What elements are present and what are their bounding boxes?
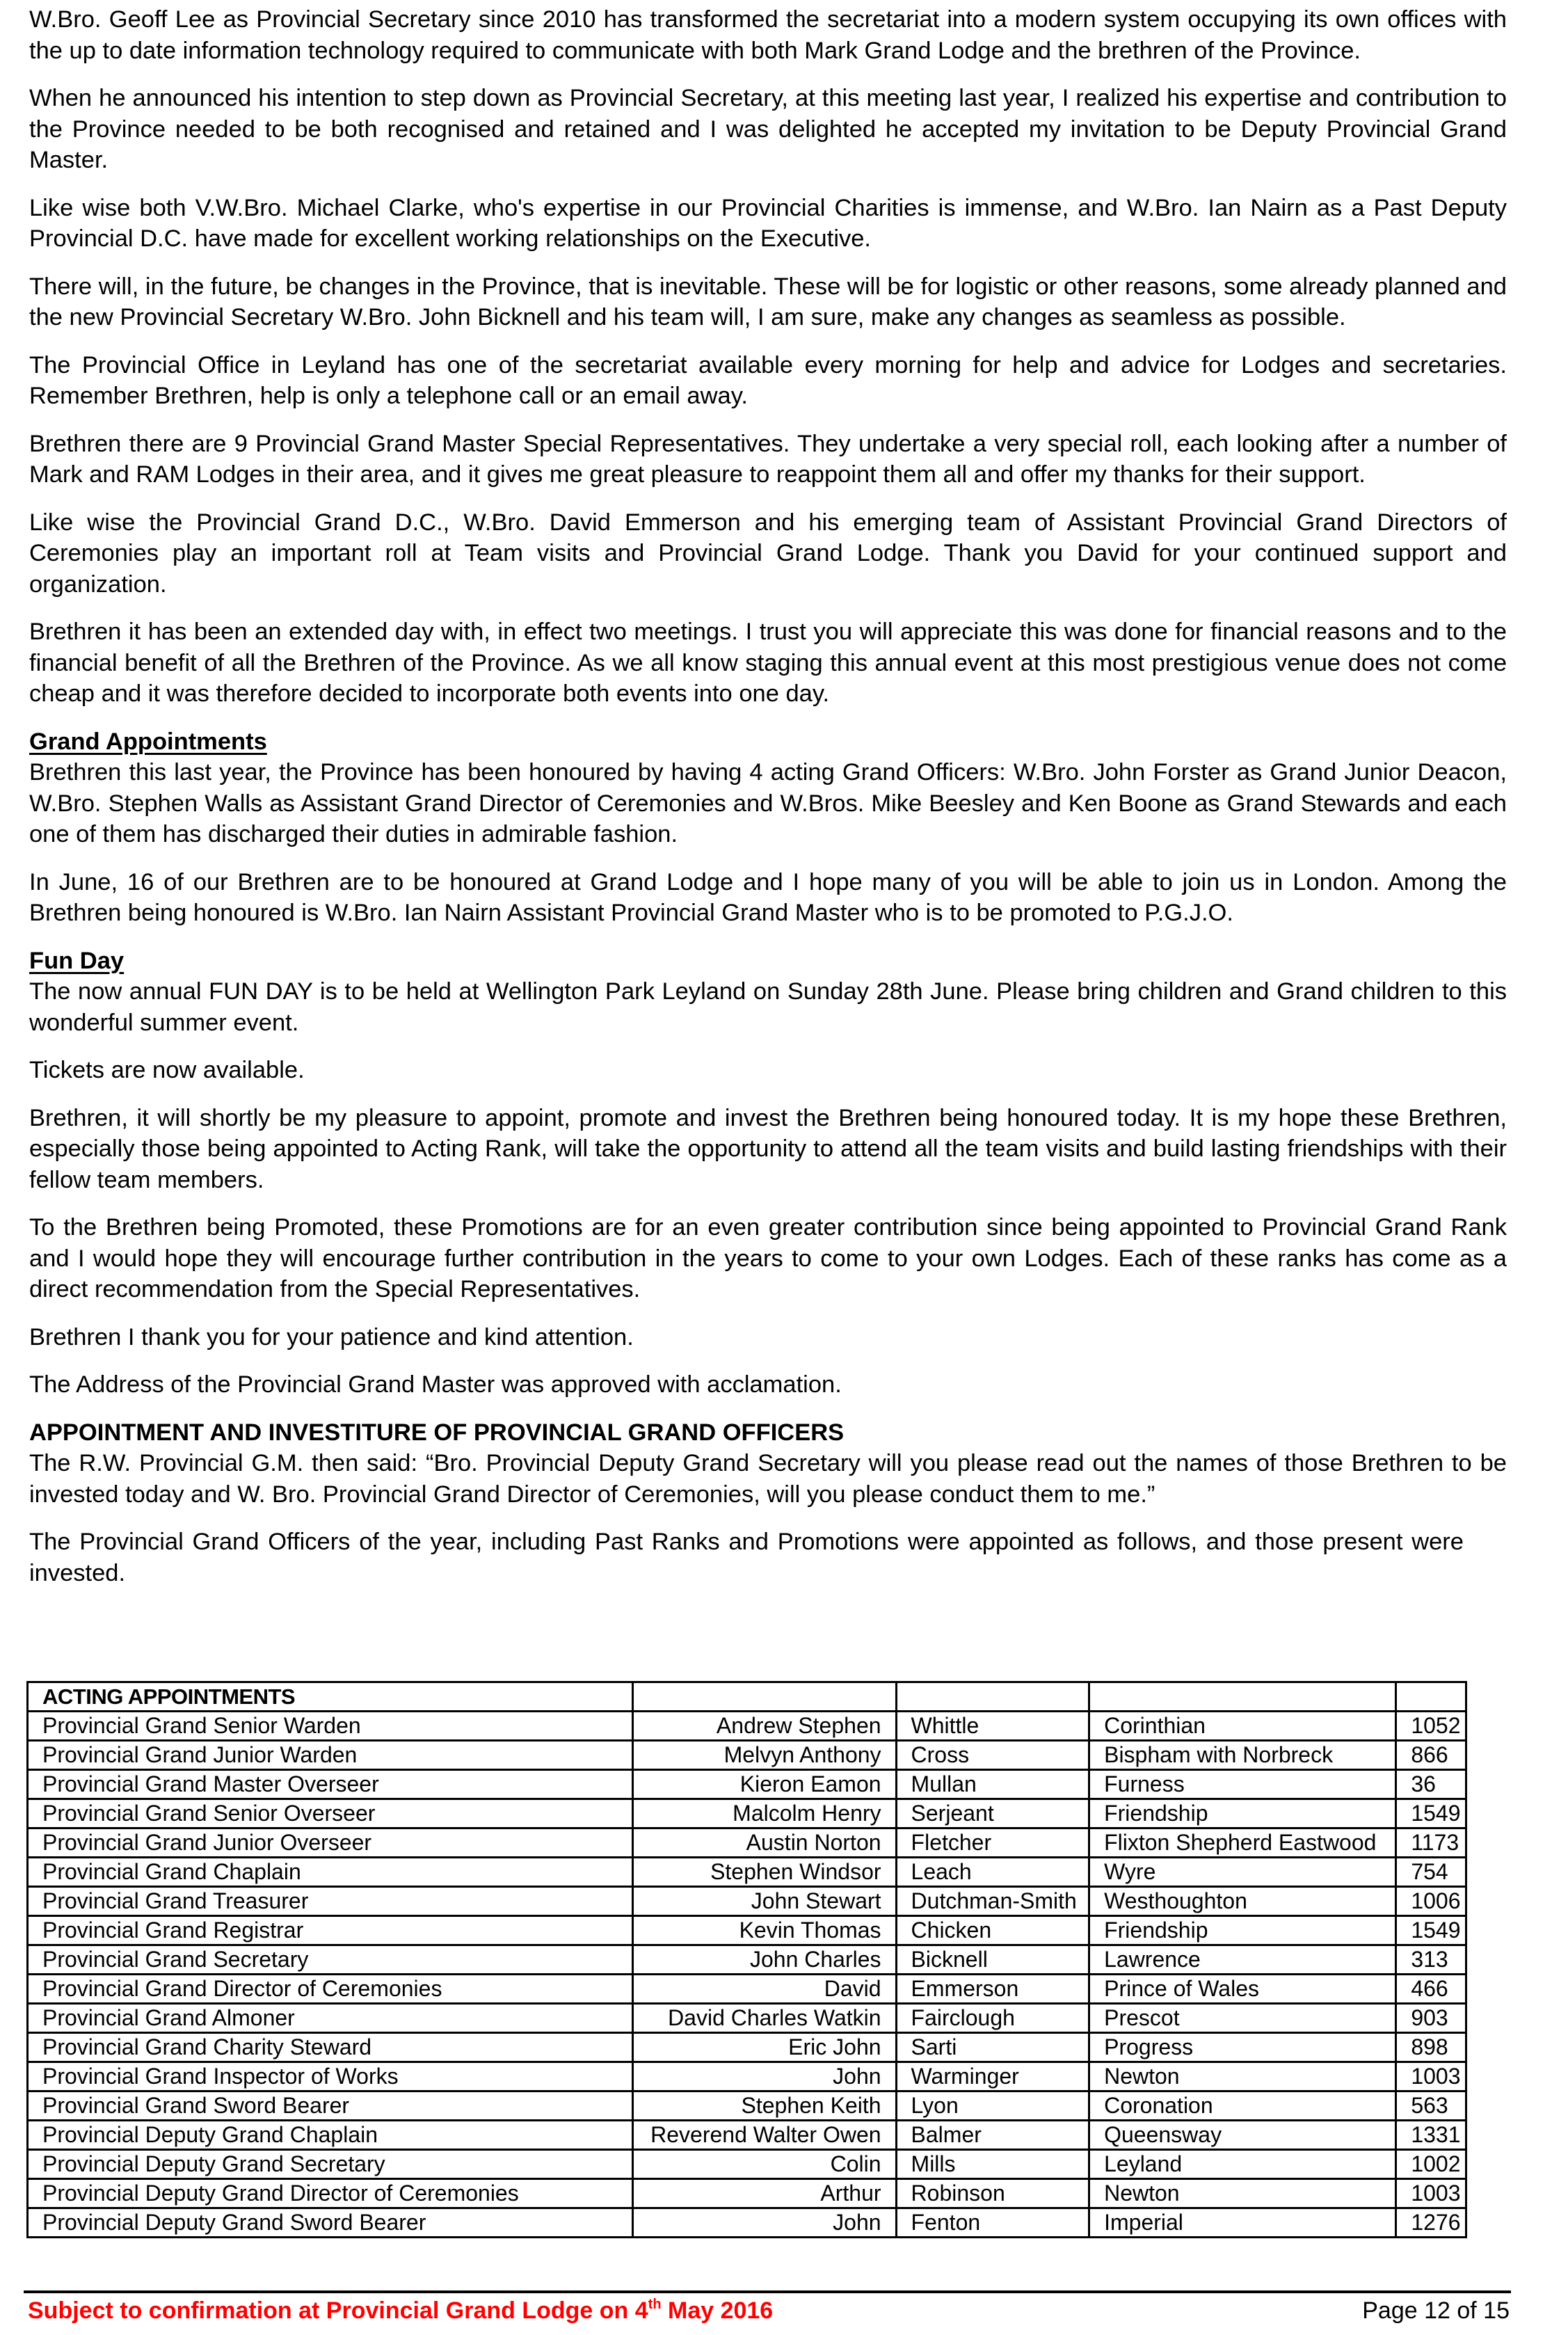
forenames-cell: Stephen Keith — [633, 2091, 896, 2121]
lodge-number-cell: 1002 — [1396, 2150, 1466, 2179]
forenames-cell: John — [633, 2062, 896, 2091]
paragraph: Tickets are now available. — [29, 1057, 305, 1083]
forenames-cell: Kevin Thomas — [633, 1916, 896, 1945]
table-header-cell — [1089, 1682, 1396, 1712]
table-row — [28, 2208, 1466, 2238]
paragraph: The Address of the Provincial Grand Master was approved with acclamation. — [29, 1371, 842, 1398]
table-row — [28, 2033, 1466, 2062]
lodge-cell: Furness — [1089, 1770, 1396, 1799]
footer-divider — [24, 2290, 1511, 2293]
paragraph: To the Brethren being Promoted, these Promotions are for an even greater contribution since being appointed to Provincial Grand Rank and I would hope they will encourage further contribution in the years to come to your own Lodges. Each of these ranks has come as a direct recommendation from the Special Representatives. — [29, 1214, 1507, 1302]
forenames-cell: Arthur — [633, 2179, 896, 2208]
office-cell: Provincial Grand Almoner — [28, 2004, 633, 2033]
surname-cell: Dutchman-Smith — [896, 1887, 1089, 1916]
surname-cell: Serjeant — [896, 1799, 1089, 1828]
lodge-cell: Prince of Wales — [1089, 1975, 1396, 2004]
lodge-cell: Imperial — [1089, 2208, 1396, 2238]
paragraph: There will, in the future, be changes in the Province, that is inevitable. These will be for logistic or other reasons, some already planned and the new Provincial Secretary W.Bro. John Bicknell and his team will, I am sure, make any changes as seamless as possible. — [29, 273, 1507, 330]
office-cell: Provincial Grand Junior Warden — [28, 1741, 633, 1770]
page-number: Page 12 of 15 — [1362, 2297, 1510, 2324]
paragraph: Like wise both V.W.Bro. Michael Clarke, who's expertise in our Provincial Charities is immense, and W.Bro. Ian Nairn as a Past Deputy Provincial D.C. have made for excellent working relationships on the Executive. — [29, 194, 1507, 252]
lodge-number-cell: 866 — [1396, 1741, 1466, 1770]
office-cell: Provincial Grand Treasurer — [28, 1887, 633, 1916]
table-row — [28, 1887, 1466, 1916]
paragraph: The Provincial Office in Leyland has one of the secretariat available every morning for help and advice for Lodges and secretaries. Remember Brethren, help is only a telephone call or an email away. — [29, 351, 1507, 409]
lodge-cell: Progress — [1089, 2033, 1396, 2062]
lodge-cell: Queensway — [1089, 2121, 1396, 2150]
surname-cell: Mills — [896, 2150, 1089, 2179]
office-cell: Provincial Deputy Grand Director of Ceremonies — [28, 2179, 633, 2208]
lodge-number-cell: 1331 — [1396, 2121, 1466, 2150]
surname-cell: Leach — [896, 1858, 1089, 1887]
table-row — [28, 1741, 1466, 1770]
forenames-cell: Reverend Walter Owen — [633, 2121, 896, 2150]
table-row — [28, 1916, 1466, 1945]
lodge-number-cell: 903 — [1396, 2004, 1466, 2033]
surname-cell: Mullan — [896, 1770, 1089, 1799]
footer-note-superscript: th — [648, 2297, 662, 2312]
surname-cell: Cross — [896, 1741, 1089, 1770]
paragraph: In June, 16 of our Brethren are to be honoured at Grand Lodge and I hope many of you will be able to join us in London. Among the Brethren being honoured is W.Bro. Ian Nairn Assistant Provincial Grand Master who is to be promoted to P.G.J.O. — [29, 868, 1507, 926]
table-row — [28, 1712, 1466, 1741]
office-cell: Provincial Deputy Grand Secretary — [28, 2150, 633, 2179]
table-header-cell — [633, 1682, 896, 1712]
table-header-row — [28, 1682, 1466, 1712]
lodge-cell: Wyre — [1089, 1858, 1396, 1887]
table-row — [28, 2004, 1466, 2033]
lodge-number-cell: 313 — [1396, 1945, 1466, 1975]
office-cell: Provincial Grand Master Overseer — [28, 1770, 633, 1799]
lodge-number-cell: 1003 — [1396, 2062, 1466, 2091]
surname-cell: Robinson — [896, 2179, 1089, 2208]
appointments-table — [26, 1681, 1467, 2238]
office-cell: Provincial Deputy Grand Sword Bearer — [28, 2208, 633, 2238]
office-cell: Provincial Grand Junior Overseer — [28, 1828, 633, 1858]
paragraph: Like wise the Provincial Grand D.C., W.Bro. David Emmerson and his emerging team of Assistant Provincial Grand Directors of Ceremonies play an important roll at Team visits and Provincial Grand Lodge. Thank you David for your continued support and organization. — [29, 509, 1507, 598]
surname-cell: Balmer — [896, 2121, 1089, 2150]
forenames-cell: Eric John — [633, 2033, 896, 2062]
section-heading-fun-day: Fun Day — [29, 947, 125, 974]
forenames-cell: Stephen Windsor — [633, 1858, 896, 1887]
paragraph: The R.W. Provincial G.M. then said: “Bro. Provincial Deputy Grand Secretary will you please read out the names of those Brethren to be invested today and W. Bro. Provincial Grand Director of Ceremonies, will you please conduct them to me.” — [29, 1450, 1507, 1508]
table-row — [28, 2091, 1466, 2121]
lodge-cell: Westhoughton — [1089, 1887, 1396, 1916]
paragraph: Brethren it has been an extended day with, in effect two meetings. I trust you will appreciate this was done for financial reasons and to the financial benefit of all the Brethren of the Province. As we all know staging this annual event at this most prestigious venue does not come cheap and it was therefore decided to incorporate both events into one day. — [29, 619, 1507, 707]
lodge-cell: Newton — [1089, 2179, 1396, 2208]
forenames-cell: John — [633, 2208, 896, 2238]
table-row — [28, 2179, 1466, 2208]
office-cell: Provincial Grand Registrar — [28, 1916, 633, 1945]
lodge-number-cell: 1052 — [1396, 1712, 1466, 1741]
office-cell: Provincial Grand Sword Bearer — [28, 2091, 633, 2121]
office-cell: Provincial Grand Senior Overseer — [28, 1799, 633, 1828]
paragraph: The Provincial Grand Officers of the year, including Past Ranks and Promotions were appointed as follows, and those present were invested. — [29, 1529, 1464, 1586]
lodge-number-cell: 754 — [1396, 1858, 1466, 1887]
surname-cell: Whittle — [896, 1712, 1089, 1741]
office-cell: Provincial Deputy Grand Chaplain — [28, 2121, 633, 2150]
table-header-cell — [896, 1682, 1089, 1712]
lodge-number-cell: 563 — [1396, 2091, 1466, 2121]
forenames-cell: David Charles Watkin — [633, 2004, 896, 2033]
forenames-cell: Andrew Stephen — [633, 1712, 896, 1741]
surname-cell: Chicken — [896, 1916, 1089, 1945]
footer-note-text: Subject to confirmation at Provincial Grand Lodge on 4 — [28, 2297, 648, 2324]
paragraph: W.Bro. Geoff Lee as Provincial Secretary since 2010 has transformed the secretariat into a modern system occupying its own offices with the up to date information technology required to communicate with both Mark Grand Lodge and the brethren of the Province. — [29, 6, 1507, 64]
lodge-number-cell: 1006 — [1396, 1887, 1466, 1916]
forenames-cell: Melvyn Anthony — [633, 1741, 896, 1770]
paragraph: When he announced his intention to step down as Provincial Secretary, at this meeting last year, I realized his expertise and contribution to the Province needed to be both recognised and retained and I was delighted he accepted my invitation to be Deputy Provincial Grand Master. — [29, 85, 1507, 173]
surname-cell: Fenton — [896, 2208, 1089, 2238]
table-row — [28, 2150, 1466, 2179]
lodge-cell: Friendship — [1089, 1916, 1396, 1945]
paragraph: Brethren, it will shortly be my pleasure to appoint, promote and invest the Brethren being honoured today. It is my hope these Brethren, especially those being appointed to Acting Rank, will take the opportunity to attend all the team visits and build lasting friendships with their fellow team members. — [29, 1104, 1507, 1193]
forenames-cell: John Charles — [633, 1945, 896, 1975]
document-body — [29, 4, 1507, 1605]
table-row — [28, 1975, 1466, 2004]
lodge-cell: Bispham with Norbreck — [1089, 1741, 1396, 1770]
table-row — [28, 2121, 1466, 2150]
lodge-number-cell: 1003 — [1396, 2179, 1466, 2208]
section-heading-investiture: APPOINTMENT AND INVESTITURE OF PROVINCIAL GRAND OFFICERS — [29, 1419, 845, 1446]
lodge-cell: Friendship — [1089, 1799, 1396, 1828]
table-row — [28, 2062, 1466, 2091]
table-row — [28, 1770, 1466, 1799]
footer-note-date: May 2016 — [661, 2297, 774, 2324]
lodge-cell: Newton — [1089, 2062, 1396, 2091]
table-row — [28, 1858, 1466, 1887]
forenames-cell: Malcolm Henry — [633, 1799, 896, 1828]
surname-cell: Sarti — [896, 2033, 1089, 2062]
lodge-number-cell: 1549 — [1396, 1799, 1466, 1828]
office-cell: Provincial Grand Chaplain — [28, 1858, 633, 1887]
table-row — [28, 1945, 1466, 1975]
office-cell: Provincial Grand Director of Ceremonies — [28, 1975, 633, 2004]
lodge-number-cell: 1549 — [1396, 1916, 1466, 1945]
office-cell: Provincial Grand Secretary — [28, 1945, 633, 1975]
lodge-cell: Leyland — [1089, 2150, 1396, 2179]
lodge-number-cell: 36 — [1396, 1770, 1466, 1799]
office-cell: Provincial Grand Inspector of Works — [28, 2062, 633, 2091]
table-header-cell — [1396, 1682, 1466, 1712]
footer-confirmation-note — [28, 2297, 773, 2325]
paragraph: Brethren I thank you for your patience and kind attention. — [29, 1323, 634, 1350]
table-row — [28, 1828, 1466, 1858]
lodge-cell: Flixton Shepherd Eastwood — [1089, 1828, 1396, 1858]
lodge-cell: Corinthian — [1089, 1712, 1396, 1741]
lodge-cell: Coronation — [1089, 2091, 1396, 2121]
surname-cell: Emmerson — [896, 1975, 1089, 2004]
section-heading-grand-appointments: Grand Appointments — [29, 728, 267, 755]
forenames-cell: John Stewart — [633, 1887, 896, 1916]
lodge-number-cell: 1173 — [1396, 1828, 1466, 1858]
surname-cell: Bicknell — [896, 1945, 1089, 1975]
paragraph: Brethren this last year, the Province has been honoured by having 4 acting Grand Officers: W.Bro. John Forster as Grand Junior Deacon, W.Bro. Stephen Walls as Assistant Grand Director of Ceremonies and W.Bros. Mike Beesley and Ken Boone as Grand Stewards and each one of them has discharged their duties in admirable fashion. — [29, 759, 1507, 847]
office-cell: Provincial Grand Charity Steward — [28, 2033, 633, 2062]
surname-cell: Warminger — [896, 2062, 1089, 2091]
lodge-number-cell: 1276 — [1396, 2208, 1466, 2238]
lodge-number-cell: 466 — [1396, 1975, 1466, 2004]
surname-cell: Fairclough — [896, 2004, 1089, 2033]
lodge-number-cell: 898 — [1396, 2033, 1466, 2062]
paragraph: Brethren there are 9 Provincial Grand Master Special Representatives. They undertake a very special roll, each looking after a number of Mark and RAM Lodges in their area, and it gives me great pleasure to reappoint them all and offer my thanks for their support. — [29, 430, 1507, 488]
office-cell: Provincial Grand Senior Warden — [28, 1712, 633, 1741]
lodge-cell: Lawrence — [1089, 1945, 1396, 1975]
table-header-cell: ACTING APPOINTMENTS — [28, 1682, 633, 1712]
surname-cell: Fletcher — [896, 1828, 1089, 1858]
surname-cell: Lyon — [896, 2091, 1089, 2121]
forenames-cell: Kieron Eamon — [633, 1770, 896, 1799]
lodge-cell: Prescot — [1089, 2004, 1396, 2033]
paragraph: The now annual FUN DAY is to be held at Wellington Park Leyland on Sunday 28th June. Please bring children and Grand children to this wonderful summer event. — [29, 978, 1507, 1036]
forenames-cell: David — [633, 1975, 896, 2004]
table-row — [28, 1799, 1466, 1828]
forenames-cell: Colin — [633, 2150, 896, 2179]
forenames-cell: Austin Norton — [633, 1828, 896, 1858]
